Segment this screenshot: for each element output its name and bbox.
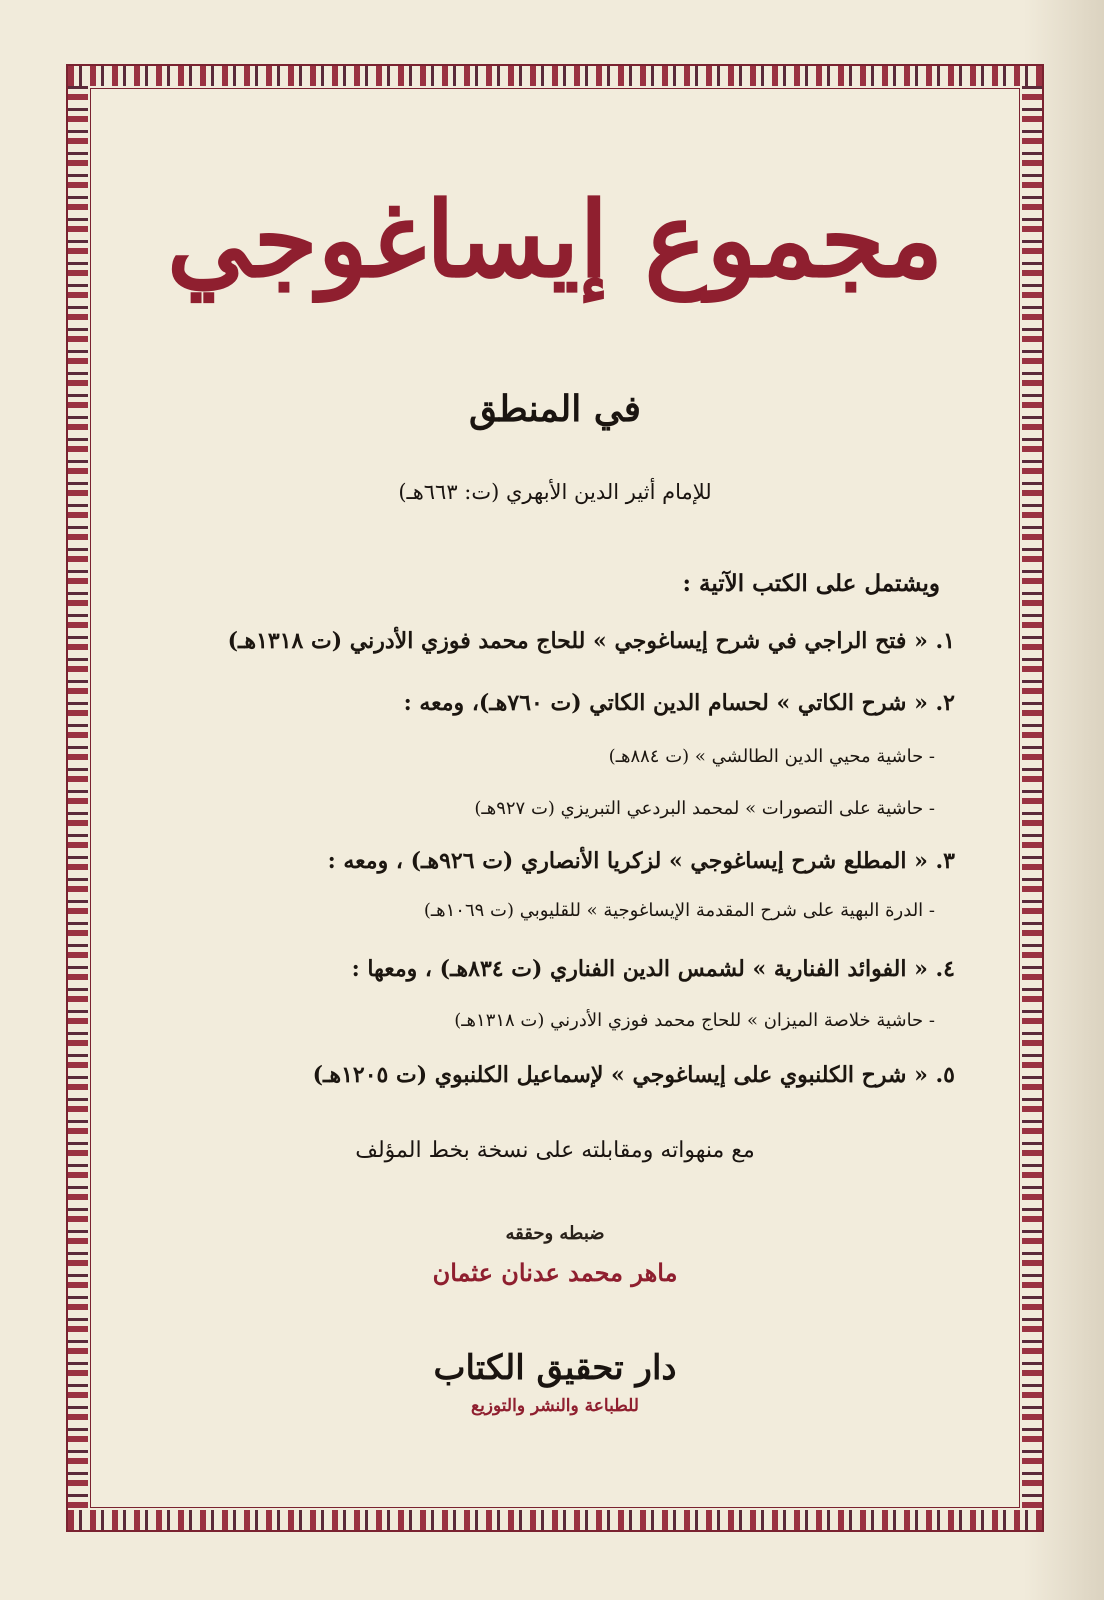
- book-subitem-2b: - حاشية على التصورات » لمحمد البردعي التبريزي (ت ٩٢٧هـ): [474, 798, 935, 819]
- author-line: للإمام أثير الدين الأبهري (ت: ٦٦٣هـ): [398, 480, 712, 504]
- book-subitem-3a: - الدرة البهية على شرح المقدمة الإيساغوجية » للقليوبي (ت ١٠٦٩هـ): [423, 900, 935, 921]
- publisher-subtitle: للطباعة والنشر والتوزيع: [471, 1396, 639, 1416]
- book-item-2: ٢. « شرح الكاتي » لحسام الدين الكاتي (ت ٧٦٠هـ)، ومعه :: [403, 690, 955, 716]
- book-item-4: ٤. « الفوائد الفنارية » لشمس الدين الفناري (ت ٨٣٤هـ) ، ومعها :: [351, 956, 955, 982]
- publisher-logo-text: دار تحقيق الكتاب: [433, 1348, 677, 1388]
- book-title: مجموع إيساغوجي: [166, 178, 944, 301]
- book-item-1: ١. « فتح الراجي في شرح إيساغوجي » للحاج محمد فوزي الأدرني (ت ١٣١٨هـ): [227, 628, 955, 654]
- book-subitem-4a: - حاشية خلاصة الميزان » للحاج محمد فوزي الأدرني (ت ١٣١٨هـ): [454, 1010, 935, 1031]
- editor-label: ضبطه وحققه: [505, 1223, 605, 1244]
- editor-name: ماهر محمد عدنان عثمان: [432, 1258, 678, 1287]
- book-item-5: ٥. « شرح الكلنبوي على إيساغوجي » لإسماعيل الكلنبوي (ت ١٢٠٥هـ): [312, 1062, 955, 1088]
- title-page: [90, 88, 1020, 1508]
- book-subitem-2a: - حاشية محيي الدين الطالشي » (ت ٨٨٤هـ): [608, 746, 935, 767]
- book-item-3: ٣. « المطلع شرح إيساغوجي » لزكريا الأنصاري (ت ٩٢٦هـ) ، ومعه :: [327, 848, 955, 874]
- appendix-note: مع منهواته ومقابلته على نسخة بخط المؤلف: [355, 1138, 755, 1163]
- contents-heading: ويشتمل على الكتب الآتية :: [682, 570, 940, 597]
- book-subtitle: في المنطق: [469, 388, 641, 430]
